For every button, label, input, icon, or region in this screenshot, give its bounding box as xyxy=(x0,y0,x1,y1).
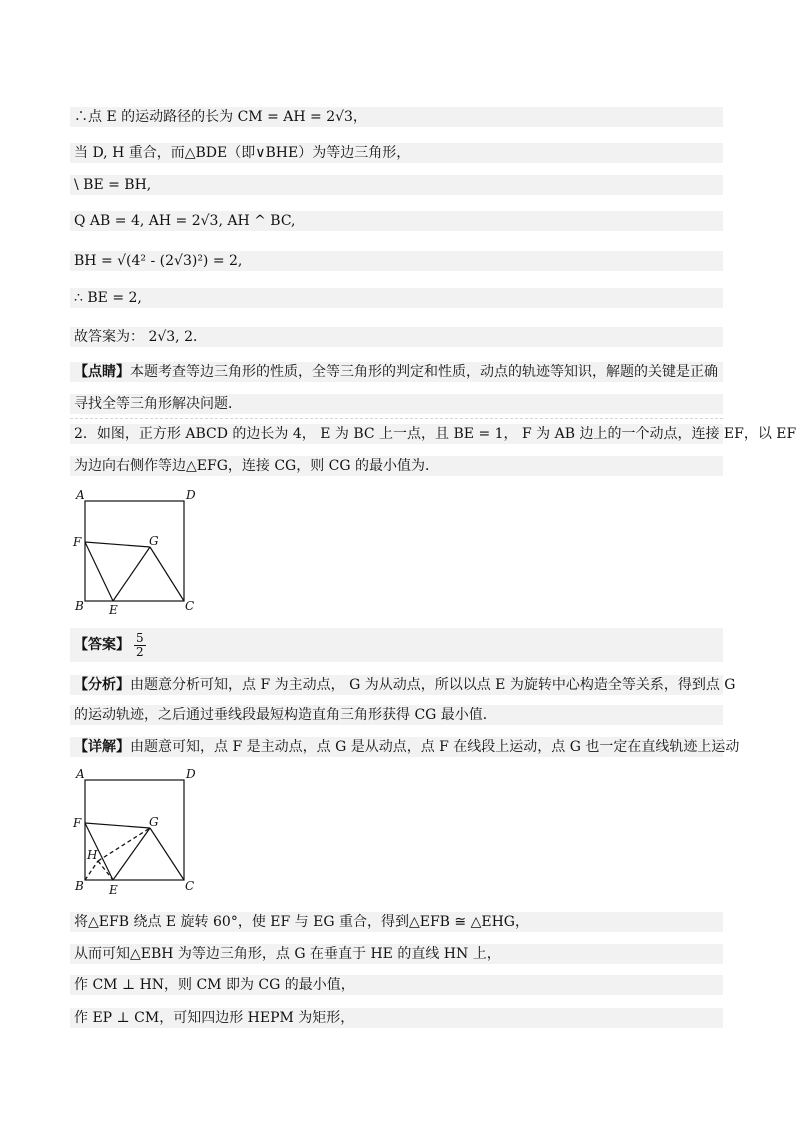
label-d: D xyxy=(186,488,196,502)
text-line-5: BH = √(4² - (2√3)²) = 2, xyxy=(70,251,723,271)
label-f: F xyxy=(73,535,82,549)
text-line-4: Q AB = 4, AH = 2√3, AH ^ BC, xyxy=(70,211,723,231)
label-a: A xyxy=(76,488,85,502)
segment-bh-dashed xyxy=(85,861,98,880)
segment-hg-dashed xyxy=(98,828,150,861)
question-line-2: 为边向右侧作等边△EFG，连接 CG，则 CG 的最小值为． xyxy=(70,456,723,476)
label-b: B xyxy=(75,879,84,893)
label-b: B xyxy=(75,599,84,613)
label-a: A xyxy=(76,767,85,781)
detail-line-1: 【详解】由题意可知，点 F 是主动点，点 G 是从动点，点 F 在线段上运动，点 G 也一定在直线轨迹上运动 xyxy=(70,737,723,757)
segment-gc xyxy=(150,547,184,601)
detail-line-2: 将△EFB 绕点 E 旋转 60°，使 EF 与 EG 重合，得到△EFB ≅ △EHG， xyxy=(70,912,723,932)
detail-line-5: 作 EP ⊥ CM，可知四边形 HEPM 为矩形， xyxy=(70,1008,723,1028)
segment-eg xyxy=(113,547,150,601)
answer-line: 【答案】 $\frac{5}{2}$ xyxy=(70,628,723,662)
detail-line-3: 从而可知△EBH 为等边三角形，点 G 在垂直于 HE 的直线 HN 上， xyxy=(70,944,723,964)
square-diagram-1 xyxy=(70,487,200,617)
text-line-1: ∴点 E 的运动路径的长为 CM = AH = 2√3， xyxy=(70,107,723,127)
label-f: F xyxy=(73,816,82,830)
label-g: G xyxy=(149,815,159,829)
divider xyxy=(70,418,723,419)
label-e: E xyxy=(109,603,118,617)
square-diagram-2 xyxy=(70,766,200,898)
label-e: E xyxy=(109,883,118,897)
label-c: C xyxy=(185,599,195,613)
label-g: G xyxy=(149,534,159,548)
label-d: D xyxy=(186,767,196,781)
text-line-7: 故答案为： 2√3, 2． xyxy=(70,327,723,347)
segment-fe xyxy=(85,542,113,601)
analysis-line-2: 的运动轨迹，之后通过垂线段最短构造直角三角形获得 CG 最小值． xyxy=(70,705,723,725)
analysis-line-1: 【分析】由题意分析可知，点 F 为主动点， G 为从动点，所以以点 E 为旋转中心构造全等关系，得到点 G xyxy=(70,675,723,695)
text-line-8: 【点睛】本题考查等边三角形的性质，全等三角形的判定和性质，动点的轨迹等知识，解题的关键是正确 xyxy=(70,362,723,382)
text-line-3: \ BE = BH, xyxy=(70,175,723,195)
label-h: H xyxy=(87,848,98,862)
answer-fraction: $\frac{5}{2}$ xyxy=(136,630,144,659)
label-c: C xyxy=(185,879,195,893)
detail-line-4: 作 CM ⊥ HN，则 CM 即为 CG 的最小值， xyxy=(70,975,723,995)
question-line-1: 2．如图，正方形 ABCD 的边长为 4， E 为 BC 上一点，且 BE = 1， F 为 AB 边上的一个动点，连接 EF，以 EF xyxy=(70,424,723,444)
square-abcd xyxy=(85,780,184,880)
text-line-2: 当 D, H 重合，而△BDE（即∨BHE）为等边三角形， xyxy=(70,143,723,163)
text-line-6: ∴ BE = 2, xyxy=(70,288,723,308)
segment-gc xyxy=(150,828,184,880)
segment-eg xyxy=(113,828,150,880)
segment-fg xyxy=(85,542,150,547)
square-abcd xyxy=(85,501,184,601)
text-line-9: 寻找全等三角形解决问题． xyxy=(70,394,723,414)
segment-fg xyxy=(85,823,150,828)
